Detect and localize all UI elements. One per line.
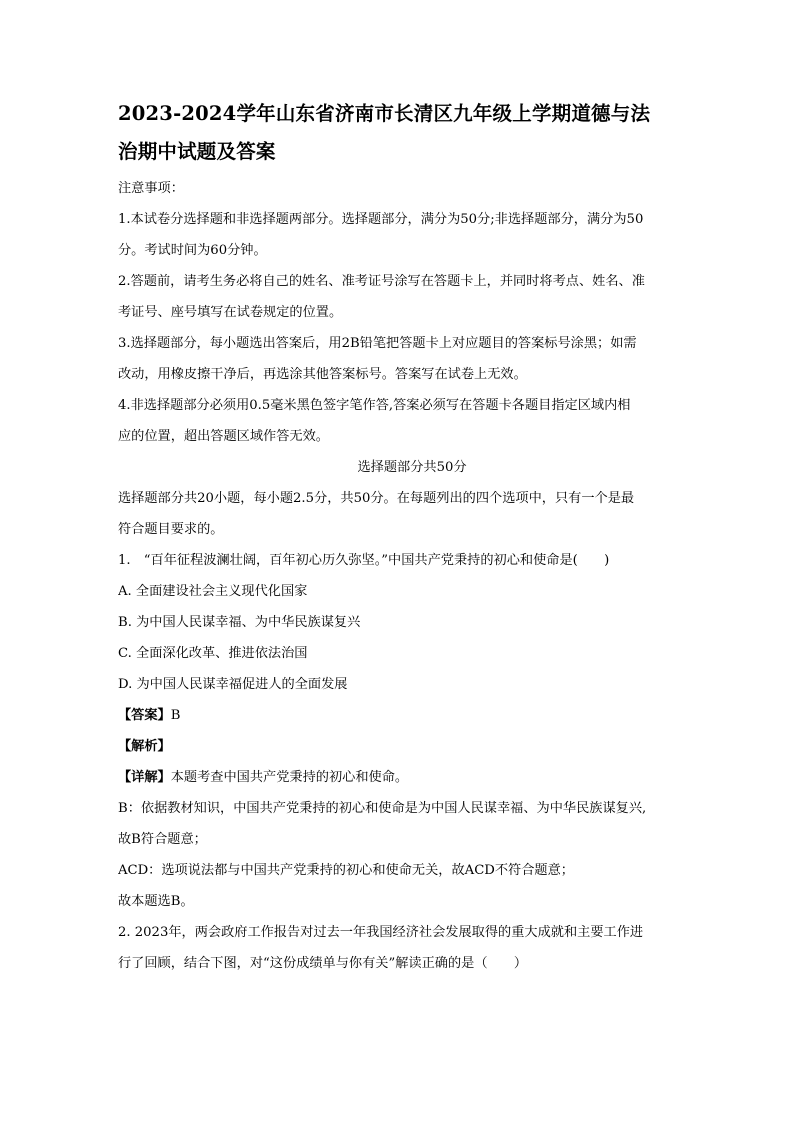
analysis-label: 【解析】 (118, 739, 171, 754)
notice-line: 考证号、座号填写在试卷规定的位置。 (118, 305, 343, 320)
document-page (118, 95, 706, 979)
section-intro (118, 483, 706, 545)
option-b: B. 为中国人民谋幸福、为中华民族谋复兴 (118, 615, 361, 630)
option-d: D. 为中国人民谋幸福促进人的全面发展 (118, 677, 348, 692)
question-1 (118, 545, 706, 917)
question-2-stem-line: 行了回顾，结合下图，对“这份成绩单与你有关”解读正确的是（ ） (118, 956, 528, 971)
explanation-line: 故B符合题意； (118, 832, 207, 847)
notice-line: 1.本试卷分选择题和非选择题两部分。选择题部分，满分为50分;非选择题部分，满分为50 (118, 212, 644, 227)
section-intro-line: 符合题目要求的。 (118, 522, 224, 537)
notice-line: 3.选择题部分，每小题选出答案后，用2B铅笔把答题卡上对应题目的答案标号涂黑；如需 (118, 336, 637, 351)
notice-line: 应的位置，超出答题区域作答无效。 (118, 429, 329, 444)
option-a: A. 全面建设社会主义现代化国家 (118, 584, 308, 599)
notice-heading: 注意事项： (118, 181, 184, 196)
explanation-line: 故本题选B。 (118, 894, 194, 909)
title-line-1: 2023-2024学年山东省济南市长清区九年级上学期道德与法 (118, 102, 651, 125)
section-intro-line: 选择题部分共20小题，每小题2.5分，共50分。在每题列出的四个选项中，只有一个是最 (118, 491, 635, 506)
analysis-line (118, 731, 706, 762)
notice-line: 改动，用橡皮擦干净后，再选涂其他答案标号。答案写在试卷上无效。 (118, 367, 527, 382)
option-c: C. 全面深化改革、推进依法治国 (118, 646, 308, 661)
detail-text: 本题考查中国共产党秉持的初心和使命。 (170, 770, 409, 785)
notice-list (118, 204, 706, 452)
notice-line: 分。考试时间为60分钟。 (118, 243, 267, 258)
answer-line (118, 700, 706, 731)
section-heading: 选择题部分共50分 (357, 460, 467, 475)
question-2 (118, 917, 706, 979)
answer-label: 【答案】 (118, 708, 171, 723)
detail-label: 【详解】 (118, 770, 171, 785)
explanation-line: ACD：选项说法都与中国共产党秉持的初心和使命无关，故ACD不符合题意； (118, 863, 574, 878)
notice-line: 4.非选择题部分必须用0.5毫米黑色签字笔作答,答案必须写在答题卡各题目指定区域内相 (118, 398, 631, 413)
question-1-stem: 1. “百年征程波澜壮阔，百年初心历久弥坚。”中国共产党秉持的初心和使命是( ) (118, 553, 610, 568)
notice-line: 2.答题前，请考生务必将自己的姓名、准考证号涂写在答题卡上，并同时将考点、姓名、准 (118, 274, 645, 289)
document-title (118, 95, 706, 171)
title-line-2: 治期中试题及答案 (118, 140, 276, 163)
detail-line (118, 762, 706, 793)
question-2-stem-line: 2. 2023年，两会政府工作报告对过去一年我国经济社会发展取得的重大成就和主要工作进 (118, 925, 644, 940)
answer-value: B (170, 708, 181, 723)
explanation-line: B：依据教材知识，中国共产党秉持的初心和使命是为中国人民谋幸福、为中华民族谋复兴, (118, 801, 647, 816)
